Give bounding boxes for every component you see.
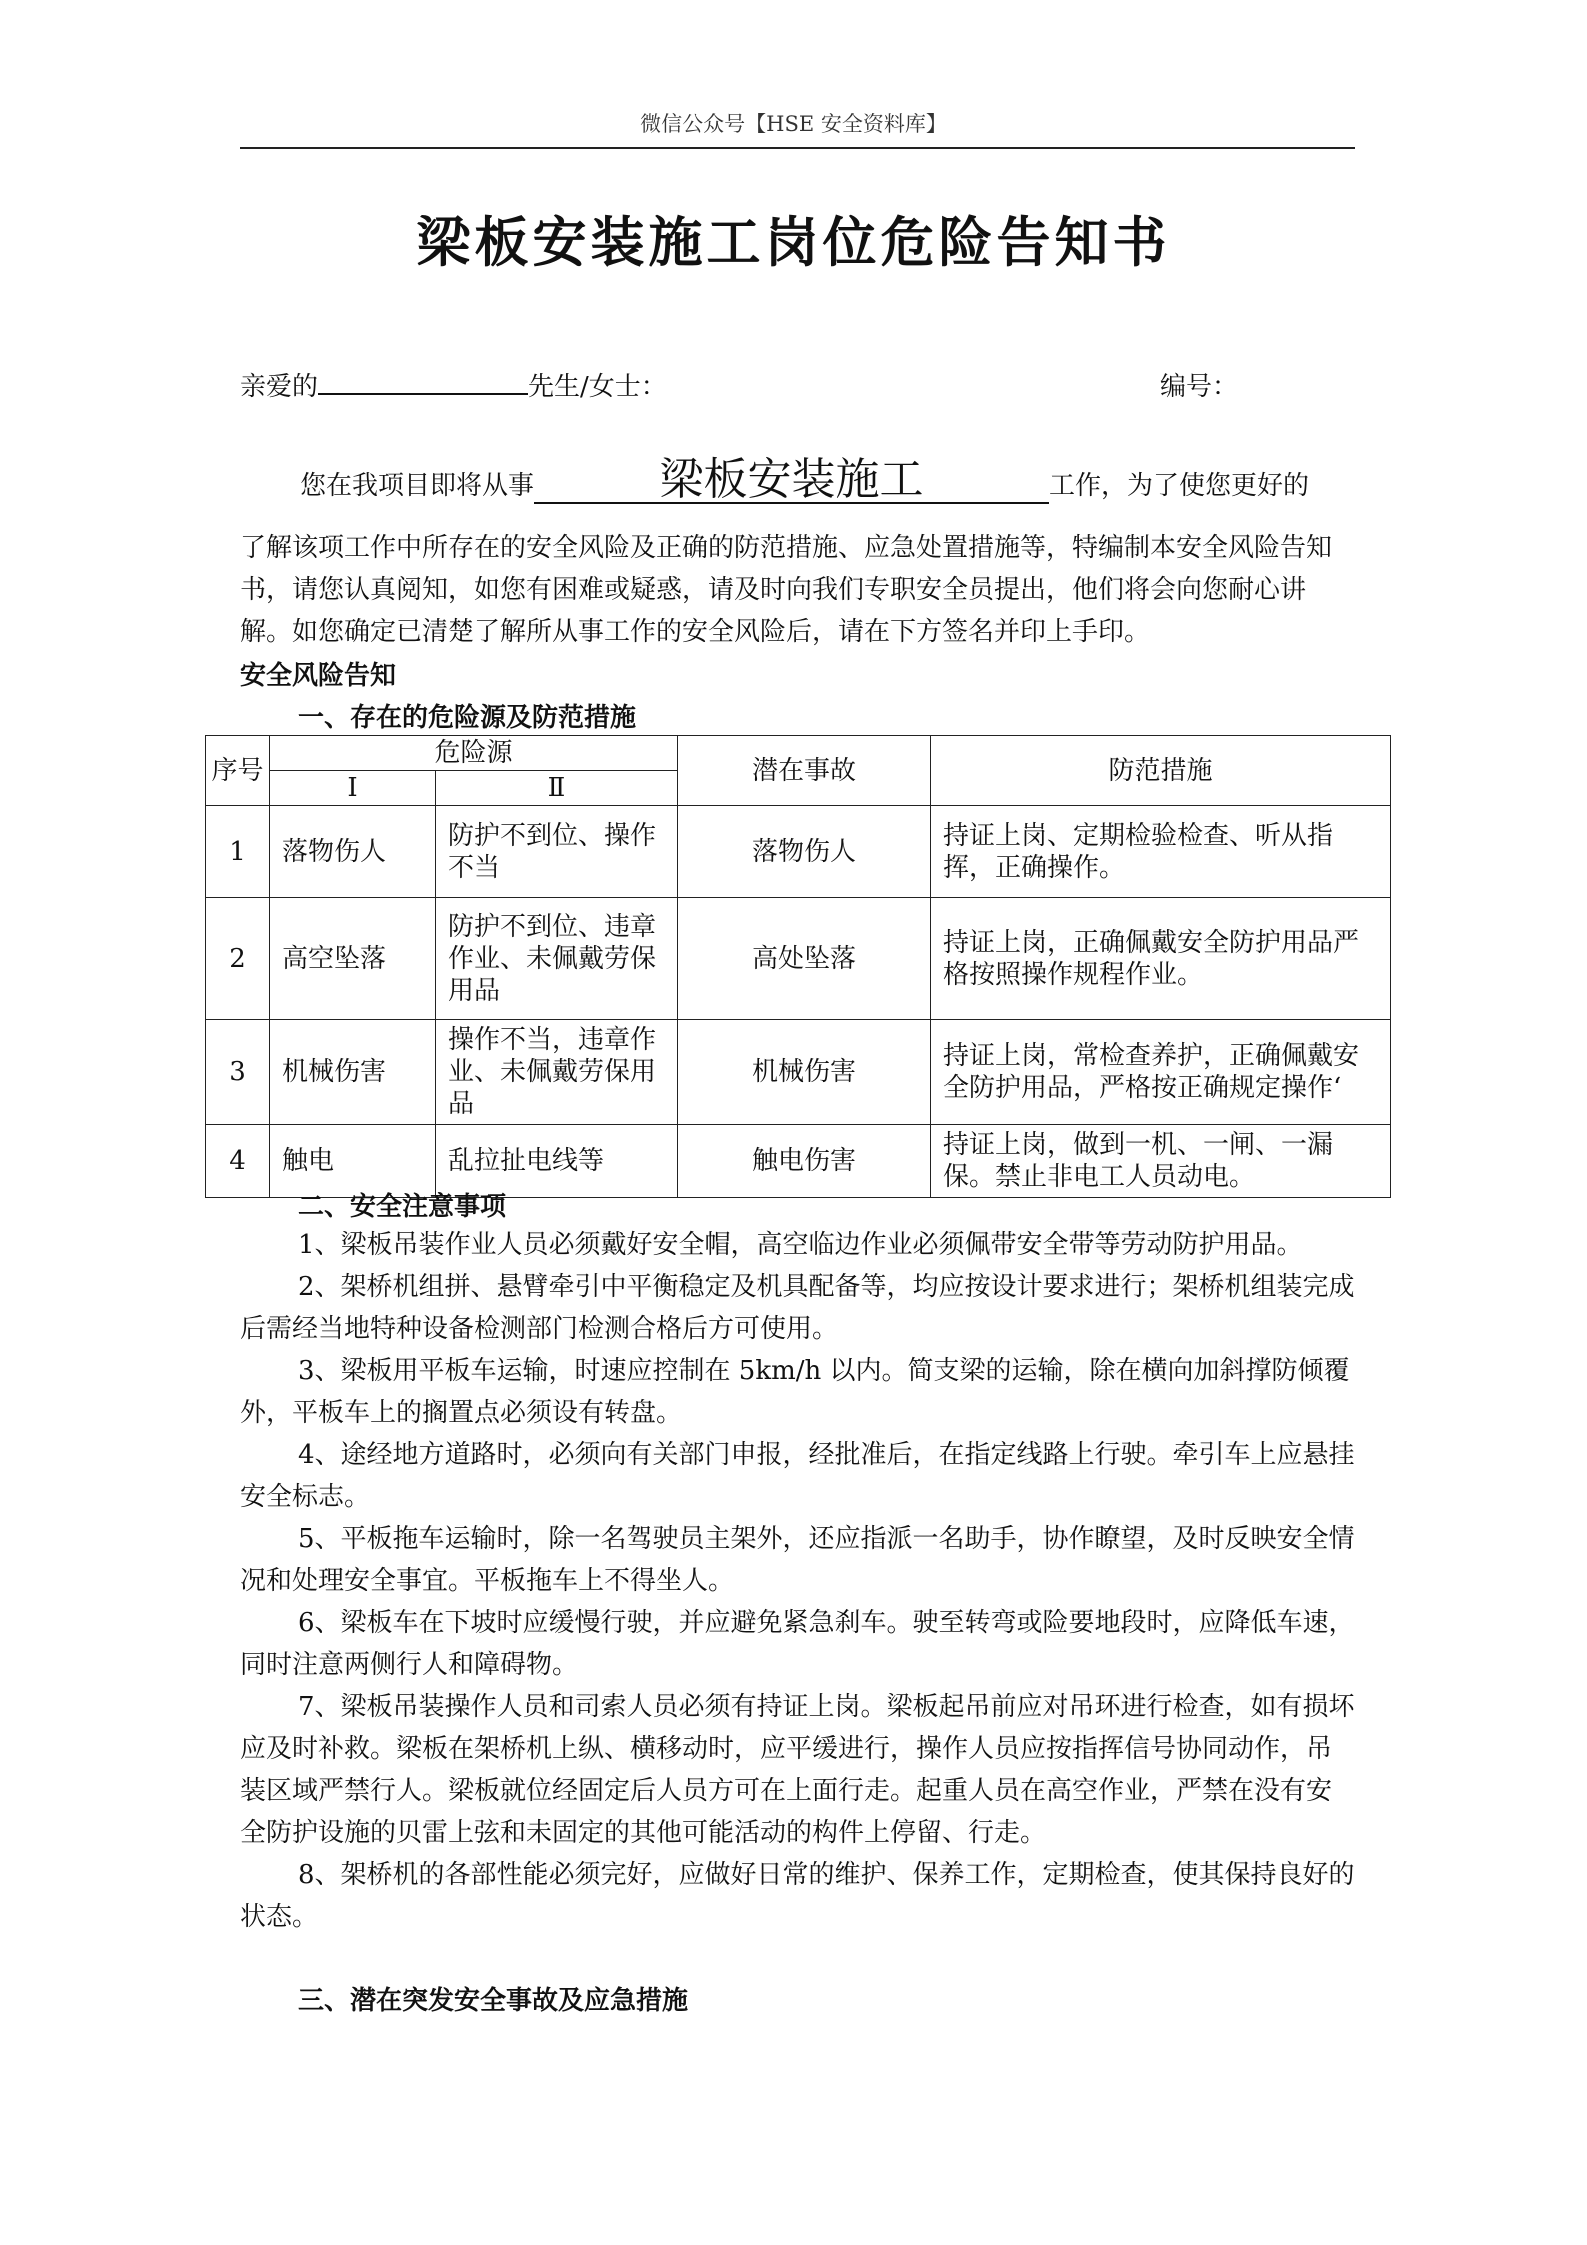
measures-cell: 持证上岗，做到一机、一闸、一漏保。禁止非电工人员动电。 bbox=[931, 1125, 1391, 1198]
accident-cell: 触电伤害 bbox=[678, 1125, 931, 1198]
row-number: 3 bbox=[206, 1020, 270, 1125]
measures-cell: 持证上岗，正确佩戴安全防护用品严格按照操作规程作业。 bbox=[931, 898, 1391, 1020]
name-blank[interactable] bbox=[318, 369, 528, 395]
document-title: 梁板安装施工岗位危险告知书 bbox=[416, 210, 1171, 274]
row-number: 1 bbox=[206, 806, 270, 898]
header-accident: 潜在事故 bbox=[678, 736, 931, 806]
hazard-1-cell: 触电 bbox=[270, 1125, 436, 1198]
section-risk-heading: 安全风险告知 bbox=[240, 661, 397, 691]
salutation-suffix: 先生/女士： bbox=[528, 372, 667, 402]
measures-cell: 持证上岗、定期检验检查、听从指挥，正确操作。 bbox=[931, 806, 1391, 898]
intro-after: 工作，为了使您更好的 bbox=[1049, 471, 1310, 501]
note-item: 6、梁板车在下坡时应缓慢行驶，并应避免紧急刹车。驶至转弯或险要地段时，应降低车速，同时注意两侧行人和障碍物。 bbox=[240, 1608, 1355, 1680]
salutation bbox=[240, 366, 667, 403]
hazard-2-cell: 防护不到位、操作不当 bbox=[436, 806, 678, 898]
section2-heading: 二、安全注意事项 bbox=[298, 1192, 507, 1222]
note-item: 2、架桥机组拼、悬臂牵引中平衡稳定及机具配备等，均应按设计要求进行；架桥机组装完成后需经当地特种设备检测部门检测合格后方可使用。 bbox=[240, 1272, 1355, 1344]
intro-before: 您在我项目即将从事 bbox=[300, 471, 535, 501]
note-item: 7、梁板吊装操作人员和司索人员必须有持证上岗。梁板起吊前应对吊环进行检查，如有损坏应及时补救。梁板在架桥机上纵、横移动时，应平缓进行，操作人员应按指挥信号协同动作，吊装区域严禁行人。梁板就位经固定后人员方可在上面行走。起重人员在高空作业，严禁在没有安全防护设施的贝雷上弦和未固定的其他可能活动的构件上停留、行走。 bbox=[240, 1692, 1355, 1848]
accident-cell: 机械伤害 bbox=[678, 1020, 931, 1125]
header-hazard: 危险源 bbox=[270, 736, 678, 771]
row-number: 4 bbox=[206, 1125, 270, 1198]
header-hazard-1: Ⅰ bbox=[270, 771, 436, 806]
header-hazard-2: Ⅱ bbox=[436, 771, 678, 806]
table-row bbox=[206, 1020, 1391, 1125]
note-item: 3、梁板用平板车运输，时速应控制在 5km/h 以内。简支梁的运输，除在横向加斜撑防倾覆外，平板车上的搁置点必须设有转盘。 bbox=[240, 1356, 1350, 1428]
header-seq: 序号 bbox=[206, 736, 270, 806]
section3-heading: 三、潜在突发安全事故及应急措施 bbox=[298, 1986, 689, 2016]
note-item: 5、平板拖车运输时，除一名驾驶员主架外，还应指派一名助手，协作瞭望，及时反映安全情况和处理安全事宜。平板拖车上不得坐人。 bbox=[240, 1524, 1355, 1596]
accident-cell: 落物伤人 bbox=[678, 806, 931, 898]
hazard-2-cell: 乱拉扯电线等 bbox=[436, 1125, 678, 1198]
hazard-2-cell: 操作不当，违章作业、未佩戴劳保用品 bbox=[436, 1020, 678, 1125]
hazard-2-cell: 防护不到位、违章作业、未佩戴劳保用品 bbox=[436, 898, 678, 1020]
header-rule bbox=[240, 147, 1355, 149]
hazard-1-cell: 高空坠落 bbox=[270, 898, 436, 1020]
table-row bbox=[206, 898, 1391, 1020]
table-row bbox=[206, 806, 1391, 898]
section1-heading: 一、存在的危险源及防范措施 bbox=[298, 703, 637, 733]
accident-cell: 高处坠落 bbox=[678, 898, 931, 1020]
hazard-1-cell: 落物伤人 bbox=[270, 806, 436, 898]
hazard-table bbox=[205, 735, 1391, 1198]
note-item: 1、梁板吊装作业人员必须戴好安全帽，高空临边作业必须佩带安全带等劳动防护用品。 bbox=[298, 1230, 1303, 1260]
page-header: 微信公众号【HSE 安全资料库】 bbox=[640, 112, 947, 136]
salutation-prefix: 亲爱的 bbox=[240, 372, 319, 402]
header-measures: 防范措施 bbox=[931, 736, 1391, 806]
note-item: 8、架桥机的各部性能必须完好，应做好日常的维护、保养工作，定期检查，使其保持良好的状态。 bbox=[240, 1860, 1355, 1932]
note-item: 4、途经地方道路时，必须向有关部门申报，经批准后，在指定线路上行驶。牵引车上应悬挂安全标志。 bbox=[240, 1440, 1355, 1512]
intro-first-line bbox=[300, 454, 1310, 505]
job-field[interactable]: 梁板安装施工 bbox=[534, 458, 1049, 504]
notes-list bbox=[240, 1224, 1355, 1938]
row-number: 2 bbox=[206, 898, 270, 1020]
hazard-1-cell: 机械伤害 bbox=[270, 1020, 436, 1125]
number-label: 编号： bbox=[1160, 372, 1239, 402]
measures-cell: 持证上岗，常检查养护，正确佩戴安全防护用品，严格按正确规定操作‘ bbox=[931, 1020, 1391, 1125]
intro-body: 了解该项工作中所存在的安全风险及正确的防范措施、应急处置措施等，特编制本安全风险告知书，请您认真阅知，如您有困难或疑惑，请及时向我们专职安全员提出，他们将会向您耐心讲解。如您确定已清楚了解所从事工作的安全风险后，请在下方签名并印上手印。 bbox=[240, 533, 1333, 647]
